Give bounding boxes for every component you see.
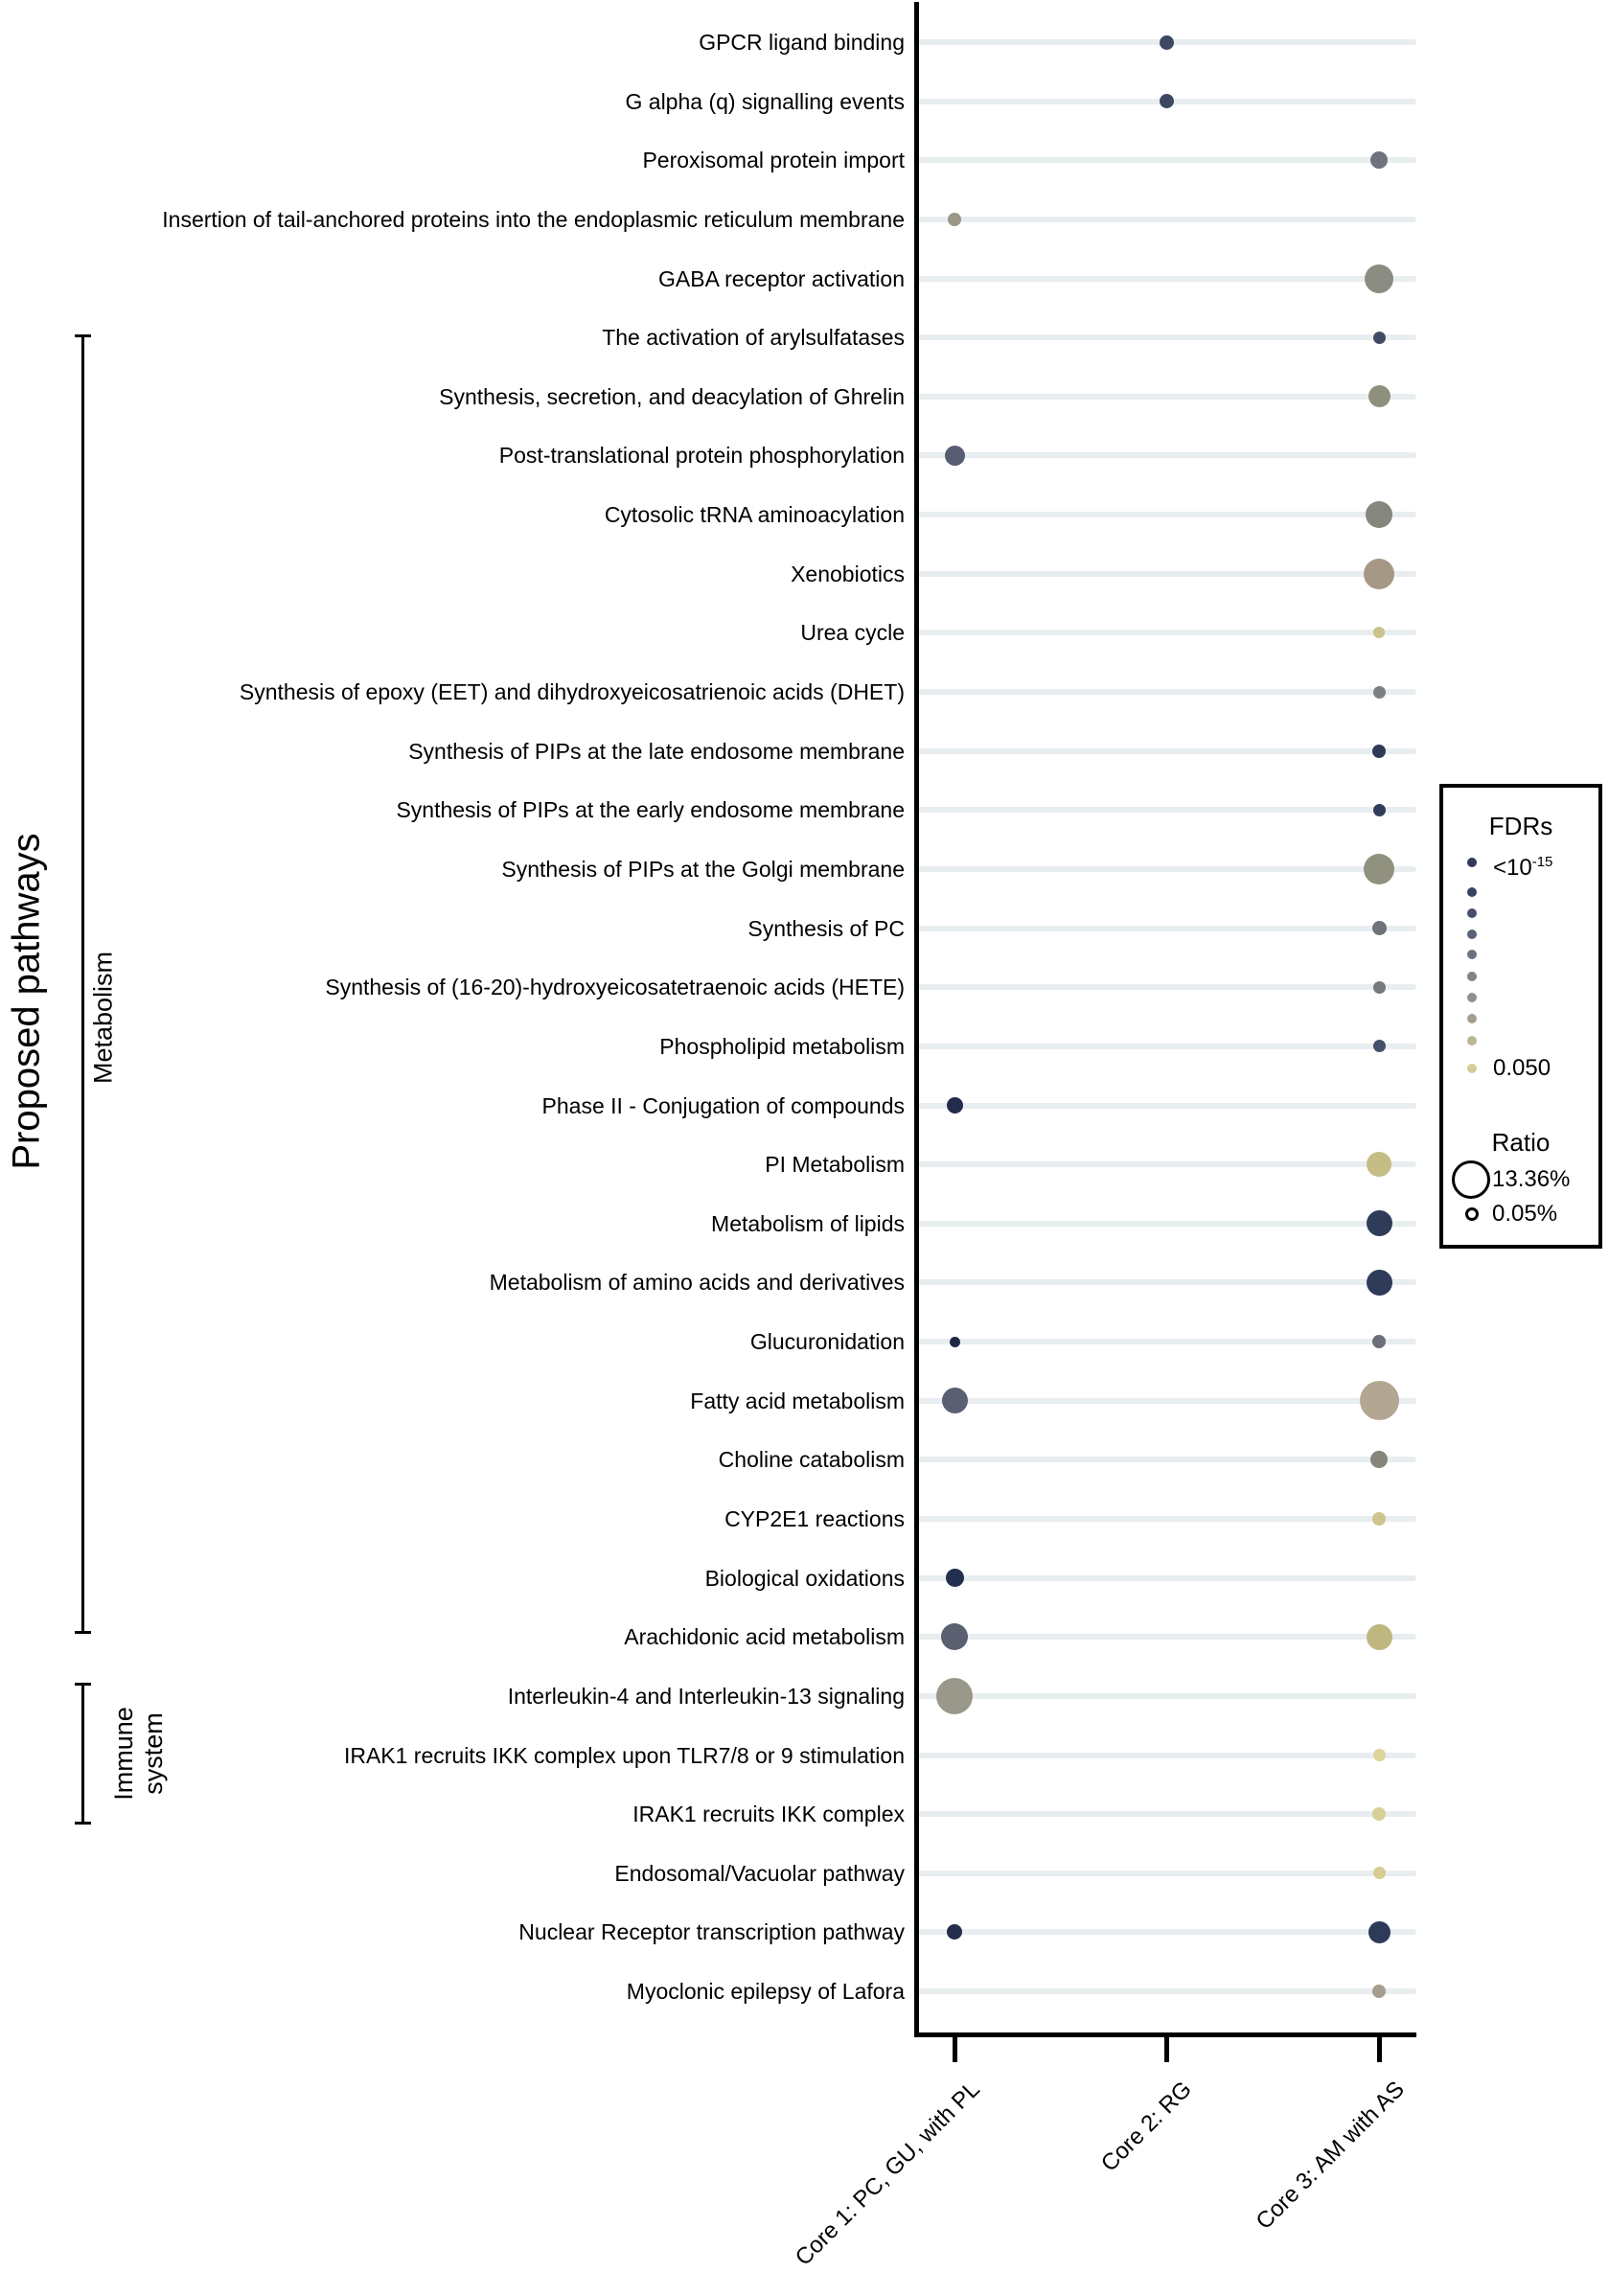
row-label: GABA receptor activation [658,265,905,291]
grid-line [917,334,1416,340]
grid-line [917,452,1416,458]
data-dot [1367,1270,1392,1296]
data-dot [1373,332,1386,344]
data-dot [1372,1512,1386,1526]
legend-fdr-max-label: $<10^{-15}$ [1493,854,1553,881]
grid-line [917,689,1416,695]
group-label-line: system [139,1712,168,1795]
grid-line [917,1693,1416,1699]
row-label: Synthesis, secretion, and deacylation of Ghrelin [439,383,905,409]
row-label: Urea cycle [800,620,905,646]
data-dot [947,1924,962,1940]
row-label: Myoclonic epilepsy of Lafora [626,1979,905,2005]
data-dot [1364,559,1394,589]
data-dot [947,1097,963,1114]
group-label-line: Immune [109,1707,138,1801]
row-label: IRAK1 recruits IKK complex upon TLR7/8 or 9 stimulation [343,1742,905,1768]
row-label: Cytosolic tRNA aminoacylation [604,502,905,528]
data-dot [1370,1451,1388,1468]
data-dot [948,213,961,226]
grid-line [917,1398,1416,1404]
grid-line [917,984,1416,990]
row-label: Biological oxidations [704,1565,905,1591]
data-dot [1372,745,1386,758]
row-label: Synthesis of PIPs at the late endosome membrane [408,738,905,764]
grid-line [917,1279,1416,1285]
legend-ratio-min-label: 0.05% [1492,1201,1558,1227]
x-tick-label: Core 2: RG [1095,2076,1197,2177]
data-dot [1372,1985,1386,1998]
x-tick-label: Core 3: AM with AS [1251,2076,1410,2236]
data-dot [942,1388,968,1413]
grid-line [917,1753,1416,1758]
grid-line [917,1044,1416,1049]
data-dot [1364,854,1394,884]
data-dot [1366,501,1392,528]
data-dot [1372,1335,1386,1348]
grid-line [917,1811,1416,1817]
grid-line [917,512,1416,517]
data-dot [945,446,965,466]
data-dot [1372,921,1387,935]
data-dot [941,1623,968,1650]
row-label: Interleukin-4 and Interleukin-13 signaling [507,1683,905,1709]
data-dot [936,1678,973,1714]
data-dot [1367,1624,1392,1650]
grid-line [917,157,1416,163]
x-tick [1377,2037,1382,2062]
fdr-exponent: -15 [1531,854,1553,870]
legend-fdr-dot [1467,1064,1477,1073]
legend-ratio-max-circle [1452,1160,1490,1199]
legend-fdr-dot [1467,887,1477,897]
row-label: Glucuronidation [749,1329,905,1355]
data-dot [950,1337,960,1347]
row-label: Metabolism of amino acids and derivatives [489,1270,905,1296]
legend-ratio-title: Ratio [1491,1128,1551,1157]
row-label: Xenobiotics [791,561,905,586]
grid-line [917,1871,1416,1876]
row-label: CYP2E1 reactions [724,1506,905,1531]
data-dot [1365,264,1393,293]
grid-line [917,1221,1416,1227]
grid-line [917,1339,1416,1344]
grid-line [917,748,1416,754]
legend [1439,784,1602,1249]
row-label: Peroxisomal protein import [642,148,905,173]
grid-line [917,1161,1416,1167]
row-label: Synthesis of PIPs at the early endosome membrane [396,797,905,823]
row-label: Metabolism of lipids [711,1210,905,1236]
grid-line [917,1457,1416,1462]
row-label: G alpha (q) signalling events [625,88,905,114]
grid-line [917,1575,1416,1581]
row-label: Synthesis of PC [747,915,905,941]
y-axis-line [914,2,919,2037]
data-dot [1367,1210,1392,1236]
group-label-line: Metabolism [88,952,118,1085]
data-dot [1370,151,1388,169]
data-dot [1368,385,1391,407]
legend-fdr-dot [1467,1036,1477,1045]
y-axis-title: Proposed pathways [5,833,48,1170]
grid-line [917,394,1416,400]
data-dot [1160,94,1174,108]
x-tick [953,2037,957,2062]
grid-line [917,1988,1416,1994]
grid-line [917,866,1416,872]
data-dot [1372,1807,1386,1821]
grid-line [917,1103,1416,1109]
legend-fdr-dot [1467,1014,1477,1023]
grid-line [917,276,1416,282]
data-dot [1373,981,1386,994]
data-dot [1373,804,1386,816]
row-label: Synthesis of PIPs at the Golgi membrane [501,856,905,882]
legend-fdr-dot [1467,950,1477,959]
row-label: Phase II - Conjugation of compounds [541,1092,905,1118]
legend-ratio-min-circle [1465,1207,1479,1221]
data-dot [1368,1921,1391,1943]
legend-fdr-min-label: 0.050 [1493,1055,1552,1081]
legend-fdr-dot [1467,858,1477,867]
row-label: Synthesis of epoxy (EET) and dihydroxyeicosatrienoic acids (DHET) [239,679,905,705]
row-label: The activation of arylsulfatases [602,325,905,351]
row-label: Synthesis of (16-20)-hydroxyeicosatetraenoic acids (HETE) [325,975,905,1000]
row-label: Nuclear Receptor transcription pathway [518,1919,905,1945]
grid-line [917,1634,1416,1640]
data-dot [1373,686,1386,699]
row-label: Endosomal/Vacuolar pathway [614,1860,905,1886]
data-dot [1373,627,1385,638]
row-label: Fatty acid metabolism [690,1388,905,1413]
legend-ratio-max-label: 13.36% [1492,1166,1571,1192]
data-dot [1367,1152,1391,1177]
row-label: Insertion of tail-anchored proteins into the endoplasmic reticulum membrane [162,206,905,232]
x-tick [1164,2037,1169,2062]
row-label: Post-translational protein phosphorylation [498,443,905,469]
legend-fdr-title: FDRs [1488,812,1553,840]
legend-fdr-dot [1467,993,1477,1002]
grid-line [917,630,1416,635]
legend-fdr-dot [1467,930,1477,939]
data-dot [1373,1040,1386,1052]
x-tick-label: Core 1: PC, GU, with PL [790,2076,985,2271]
row-label: Arachidonic acid metabolism [624,1624,905,1650]
data-dot [1373,1749,1386,1761]
grid-line [917,571,1416,577]
data-dot [1373,1867,1386,1879]
row-label: IRAK1 recruits IKK complex [632,1802,905,1827]
data-dot [1360,1381,1399,1420]
legend-fdr-dot [1467,908,1477,918]
row-label: Choline catabolism [718,1447,905,1473]
grid-line [917,1929,1416,1935]
data-dot [1160,35,1174,50]
row-label: Phospholipid metabolism [659,1033,905,1059]
grid-line [917,807,1416,813]
grid-line [917,926,1416,931]
row-label: PI Metabolism [765,1152,905,1178]
row-label: GPCR ligand binding [699,30,905,55]
data-dot [946,1569,964,1587]
grid-line [917,1516,1416,1522]
legend-fdr-dot [1467,972,1477,981]
grid-line [917,217,1416,222]
